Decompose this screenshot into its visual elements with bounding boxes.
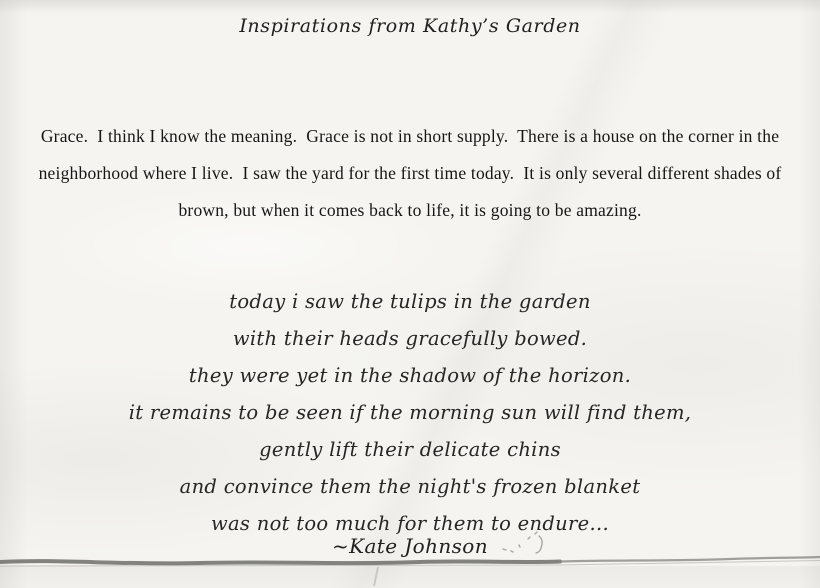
poem-line: and convince them the night's frozen blanket	[179, 475, 641, 498]
paragraph-line: Grace. I think I know the meaning. Grace is not in short supply. There is a house on the corner in the	[40, 126, 780, 146]
poem-line: was not too much for them to endure...	[211, 512, 609, 535]
paragraph-line: brown, but when it comes back to life, it is going to be amazing.	[178, 200, 642, 220]
poem-line: with their heads gracefully bowed.	[232, 327, 588, 350]
scanner-area-below-page	[0, 566, 820, 588]
poem-line: it remains to be seen if the morning sun will find them,	[128, 401, 692, 424]
paragraph-line: neighborhood where I live. I saw the yard for the first time today. It is only several different shades of	[38, 163, 782, 183]
poem-line: today i saw the tulips in the garden	[229, 290, 591, 313]
author-signature: ~Kate Johnson	[331, 534, 489, 558]
intro-paragraph	[0, 118, 820, 229]
poem	[0, 283, 820, 542]
poem-line: gently lift their delicate chins	[259, 438, 561, 461]
poem-line: they were yet in the shadow of the horizon.	[188, 364, 632, 387]
page-title: Inspirations from Kathy’s Garden	[239, 15, 581, 37]
